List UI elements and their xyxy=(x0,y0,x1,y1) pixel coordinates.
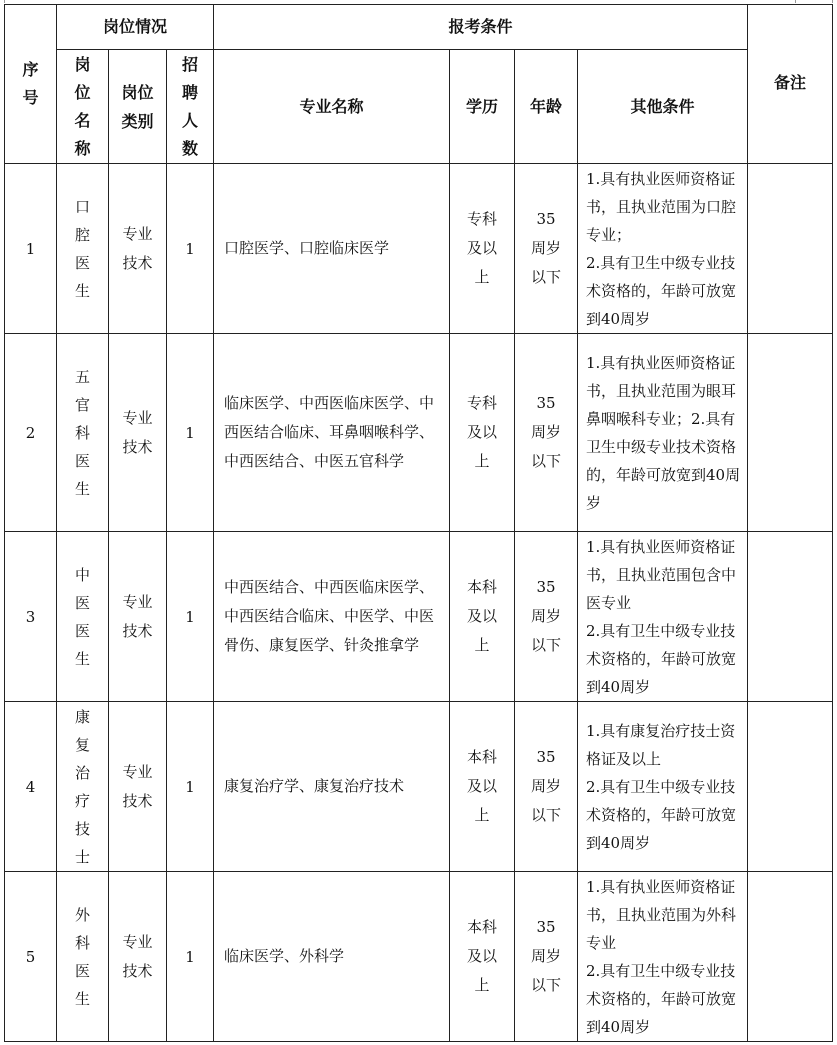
cell-major: 临床医学、外科学 xyxy=(214,872,450,1042)
cell-remark xyxy=(748,872,833,1042)
cell-position-type: 专业技术 xyxy=(109,702,167,872)
cell-position-name: 中医医生 xyxy=(57,532,109,702)
cell-other-conditions: 1.具有执业医师资格证书，且执业范围为口腔专业； 2.具有卫生中级专业技术资格的，年龄可放宽到40周岁 xyxy=(578,164,748,334)
cell-remark xyxy=(748,702,833,872)
table-row xyxy=(5,872,833,1042)
cell-major: 中西医结合、中西医临床医学、中西医结合临床、中医学、中医骨伤、康复医学、针灸推拿学 xyxy=(214,532,450,702)
table-row xyxy=(5,702,833,872)
cell-remark xyxy=(748,532,833,702)
cell-seq: 3 xyxy=(5,532,57,702)
cell-education: 专科及以上 xyxy=(450,334,515,532)
cell-major: 康复治疗学、康复治疗技术 xyxy=(214,702,450,872)
cell-other-conditions: 1.具有执业医师资格证书，且执业范围包含中医专业 2.具有卫生中级专业技术资格的，年龄可放宽到40周岁 xyxy=(578,532,748,702)
cell-position-type: 专业技术 xyxy=(109,164,167,334)
header-requirements: 报考条件 xyxy=(214,5,748,50)
cell-position-name: 康复治疗技士 xyxy=(57,702,109,872)
cell-position-name: 五官科医生 xyxy=(57,334,109,532)
cell-position-name: 口腔医生 xyxy=(57,164,109,334)
recruitment-table xyxy=(4,4,833,1042)
cell-headcount: 1 xyxy=(167,164,214,334)
cell-age: 35周岁以下 xyxy=(515,702,578,872)
cell-age: 35周岁以下 xyxy=(515,872,578,1042)
cell-seq: 2 xyxy=(5,334,57,532)
cell-age: 35周岁以下 xyxy=(515,164,578,334)
header-headcount: 招聘人数 xyxy=(167,50,214,164)
cell-headcount: 1 xyxy=(167,334,214,532)
cell-remark xyxy=(748,164,833,334)
cell-other-conditions: 1.具有执业医师资格证书，且执业范围为眼耳鼻咽喉科专业；2.具有卫生中级专业技术资格的，年龄可放宽到40周岁 xyxy=(578,334,748,532)
cell-major: 口腔医学、口腔临床医学 xyxy=(214,164,450,334)
cell-seq: 1 xyxy=(5,164,57,334)
cell-position-name: 外科医生 xyxy=(57,872,109,1042)
cell-headcount: 1 xyxy=(167,532,214,702)
cell-education: 专科及以上 xyxy=(450,164,515,334)
cell-education: 本科及以上 xyxy=(450,872,515,1042)
table-row xyxy=(5,164,833,334)
header-other: 其他条件 xyxy=(578,50,748,164)
cell-headcount: 1 xyxy=(167,702,214,872)
cell-remark xyxy=(748,334,833,532)
header-seq: 序号 xyxy=(5,5,57,164)
cell-position-type: 专业技术 xyxy=(109,872,167,1042)
cell-major: 临床医学、中西医临床医学、中西医结合临床、耳鼻咽喉科学、中西医结合、中医五官科学 xyxy=(214,334,450,532)
table-row xyxy=(5,532,833,702)
header-remarks: 备注 xyxy=(748,5,833,164)
cell-position-type: 专业技术 xyxy=(109,334,167,532)
header-position-type: 岗位类别 xyxy=(109,50,167,164)
cell-position-type: 专业技术 xyxy=(109,532,167,702)
header-age: 年龄 xyxy=(515,50,578,164)
cell-headcount: 1 xyxy=(167,872,214,1042)
cell-education: 本科及以上 xyxy=(450,532,515,702)
cell-seq: 4 xyxy=(5,702,57,872)
table-row xyxy=(5,334,833,532)
cell-seq: 5 xyxy=(5,872,57,1042)
cell-age: 35周岁以下 xyxy=(515,532,578,702)
header-education: 学历 xyxy=(450,50,515,164)
cell-education: 本科及以上 xyxy=(450,702,515,872)
header-position-name: 岗位名称 xyxy=(57,50,109,164)
cell-other-conditions: 1.具有康复治疗技士资格证及以上 2.具有卫生中级专业技术资格的，年龄可放宽到40周岁 xyxy=(578,702,748,872)
header-major: 专业名称 xyxy=(214,50,450,164)
cell-age: 35周岁以下 xyxy=(515,334,578,532)
header-position-info: 岗位情况 xyxy=(57,5,214,50)
cell-other-conditions: 1.具有执业医师资格证书，且执业范围为外科专业 2.具有卫生中级专业技术资格的，年龄可放宽到40周岁 xyxy=(578,872,748,1042)
